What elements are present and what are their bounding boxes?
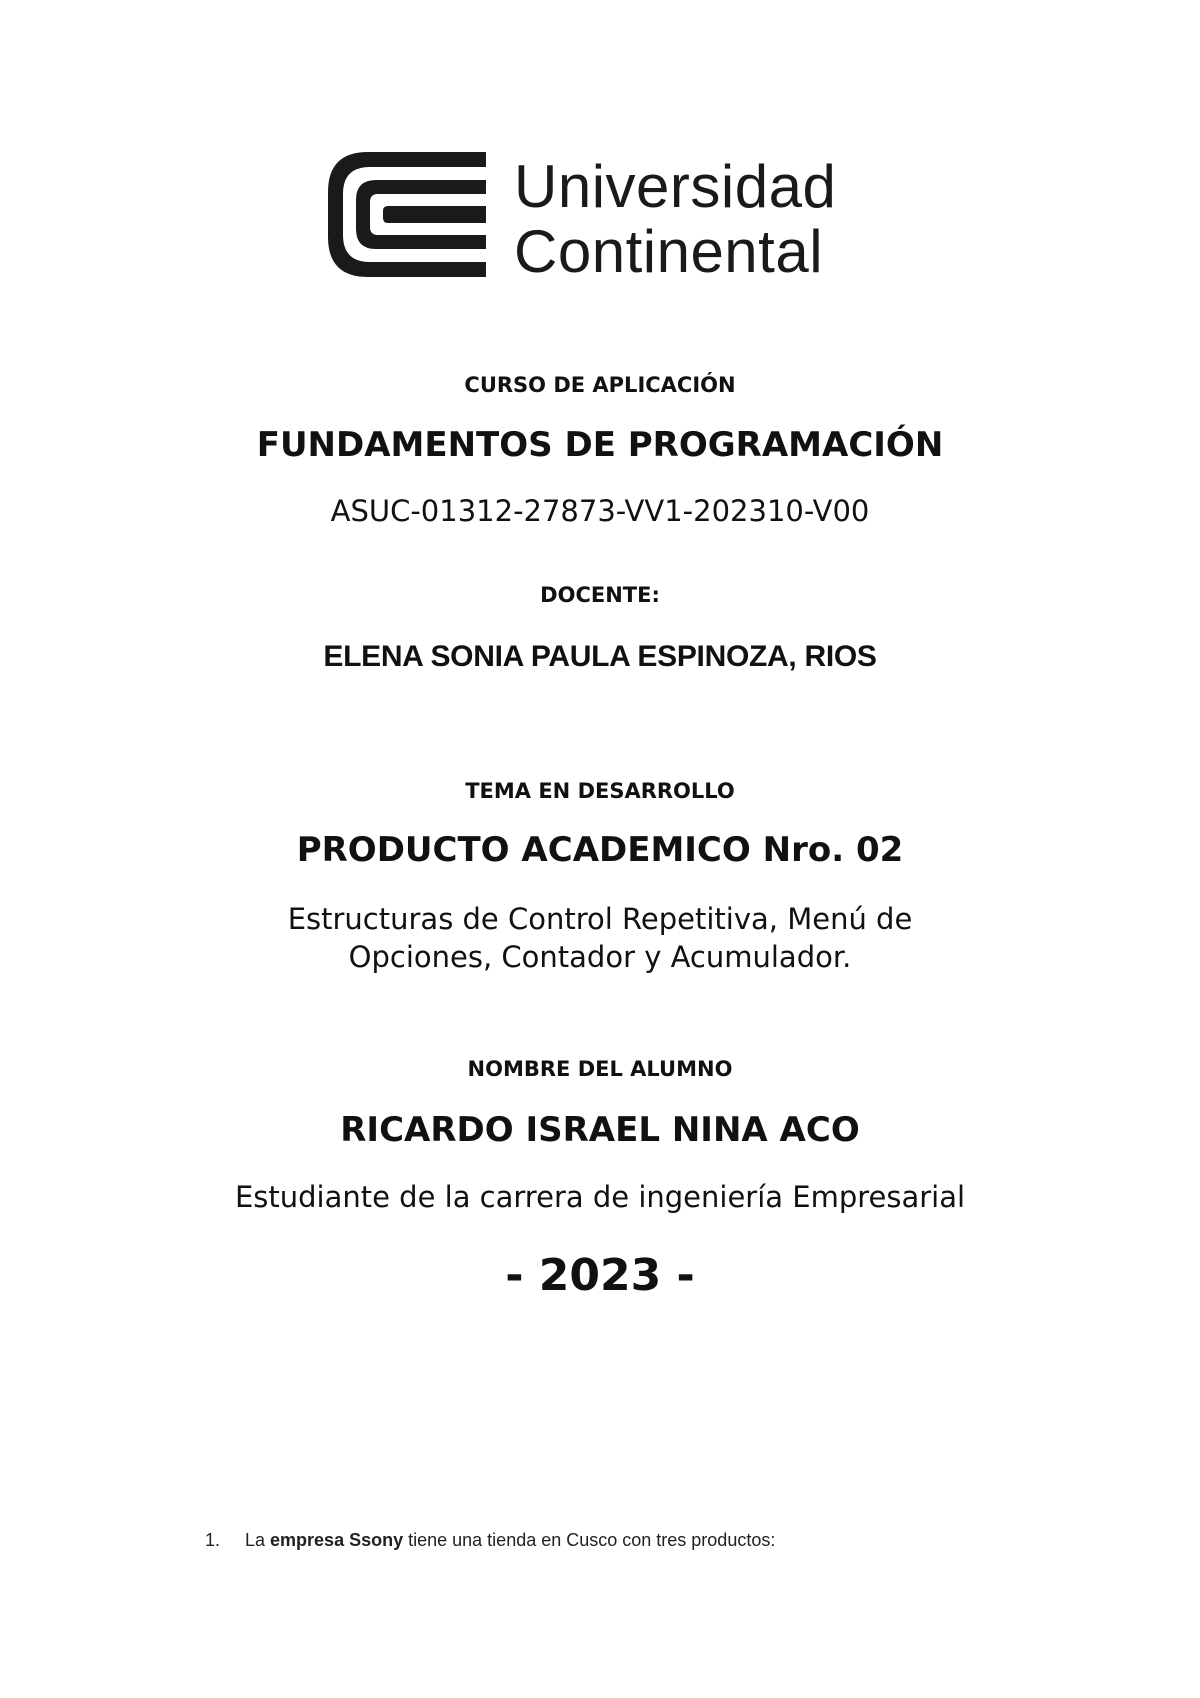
teacher-label: DOCENTE:	[540, 583, 660, 607]
topic-label: TEMA EN DESARROLLO	[465, 779, 735, 803]
student-label: NOMBRE DEL ALUMNO	[467, 1057, 733, 1081]
logo-text-line2: Continental	[514, 218, 824, 285]
question-company: empresa Ssony	[270, 1530, 404, 1550]
course-code: ASUC-01312-27873-VV1-202310-V00	[330, 494, 870, 528]
topic-line-1: Estructuras de Control Repetitiva, Menú de	[287, 902, 913, 936]
question-number: 1.	[205, 1530, 221, 1550]
question-prefix: La	[245, 1530, 271, 1550]
logo-text-line1: Universidad	[514, 153, 837, 220]
product-title: PRODUCTO ACADEMICO Nro. 02	[296, 830, 904, 870]
student-name: RICARDO ISRAEL NINA ACO	[340, 1110, 860, 1150]
year: - 2023 -	[505, 1250, 695, 1301]
teacher-name: ELENA SONIA PAULA ESPINOZA, RIOS	[323, 640, 877, 673]
universidad-continental-logo-mark-icon	[328, 152, 488, 277]
question-item	[205, 1530, 775, 1551]
question-rest: tiene una tienda en Cusco con tres productos:	[403, 1530, 776, 1550]
course-title: FUNDAMENTOS DE PROGRAMACIÓN	[256, 425, 944, 465]
university-logo	[328, 152, 878, 285]
topic-line-2: Opciones, Contador y Acumulador.	[348, 940, 852, 974]
student-career: Estudiante de la carrera de ingeniería Empresarial	[234, 1180, 966, 1214]
course-label: CURSO DE APLICACIÓN	[464, 373, 736, 397]
